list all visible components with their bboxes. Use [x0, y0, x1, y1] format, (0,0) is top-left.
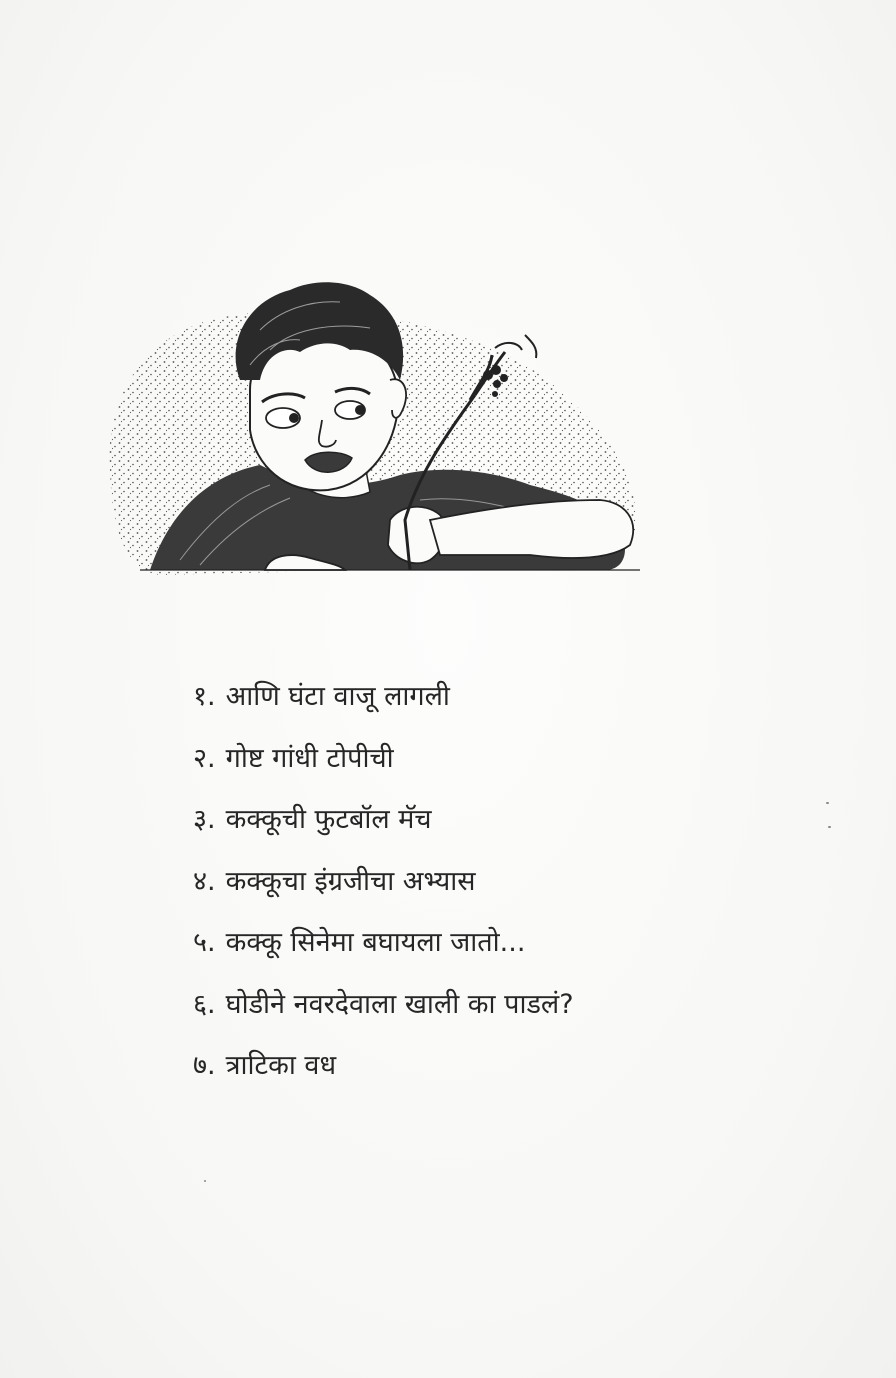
toc-item-7[interactable] [193, 1041, 793, 1103]
scan-speck [826, 802, 829, 804]
toc-item-number: ५. [193, 927, 216, 958]
toc-item-number: १. [193, 681, 216, 712]
toc-item-2[interactable] [193, 734, 793, 796]
scan-speck [204, 1180, 206, 1182]
toc-item-title: गोष्ट गांधी टोपीची [225, 742, 394, 774]
toc-item-title: कक्कूचा इंग्रजीचा अभ्यास [225, 865, 476, 897]
toc-item-number: ७. [193, 1050, 216, 1081]
toc-item-6[interactable] [193, 980, 793, 1042]
toc-item-1[interactable] [193, 672, 793, 734]
table-of-contents [193, 672, 793, 1103]
toc-item-number: २. [193, 742, 216, 774]
scan-speck [828, 826, 831, 828]
toc-item-3[interactable] [193, 795, 793, 857]
toc-item-title: कक्कूची फुटबॉल मॅच [225, 804, 432, 835]
toc-item-title: आणि घंटा वाजू लागली [225, 681, 450, 712]
toc-item-number: ४. [193, 865, 216, 897]
toc-item-4[interactable] [193, 857, 793, 919]
toc-item-number: ३. [193, 804, 216, 835]
toc-item-5[interactable] [193, 918, 793, 980]
toc-item-title: त्राटिका वध [225, 1050, 337, 1081]
toc-item-number: ६. [193, 988, 216, 1020]
toc-item-title: घोडीने नवरदेवाला खाली का पाडलं? [225, 988, 574, 1020]
toc-item-title: कक्कू सिनेमा बघायला जातो... [225, 927, 526, 958]
boy-with-slingshot-illustration [100, 270, 660, 600]
